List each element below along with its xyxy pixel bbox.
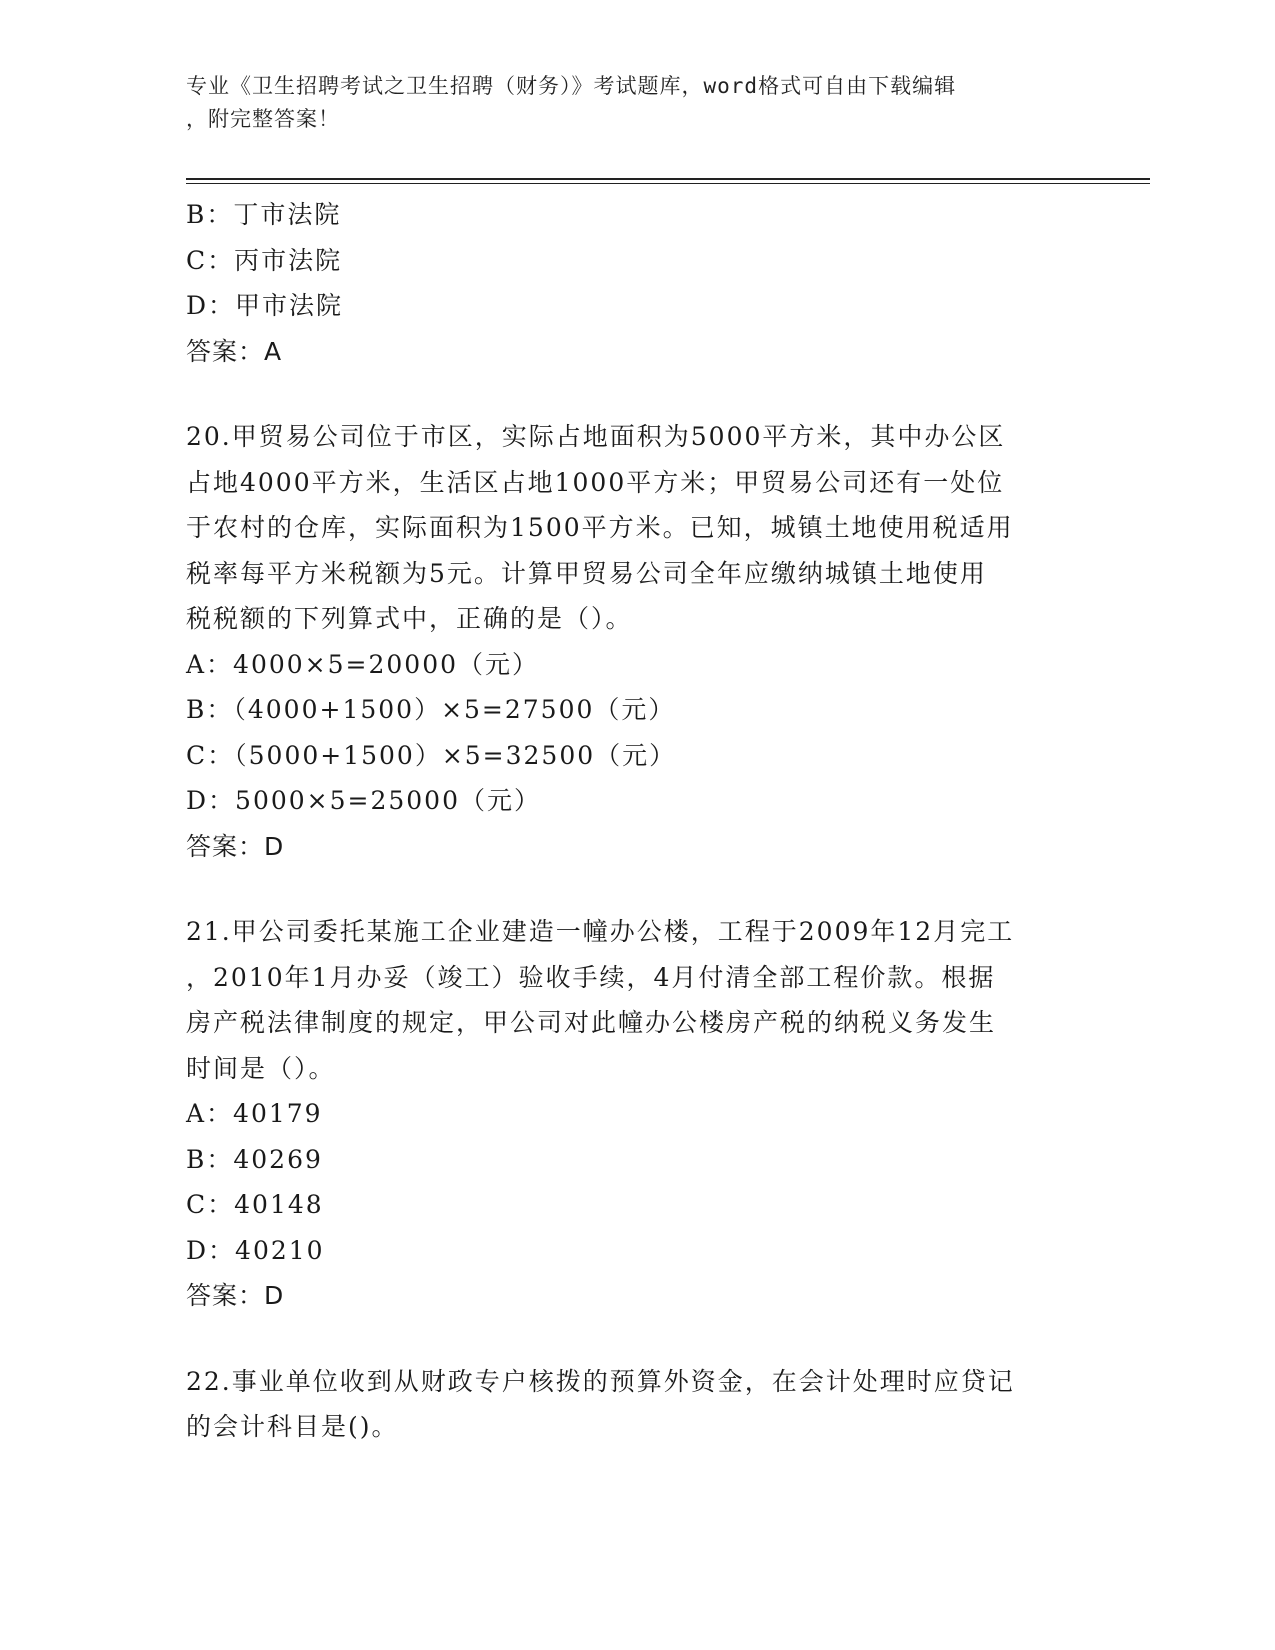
- header-rule-thick: [186, 178, 1150, 180]
- option-c: C：40148: [186, 1190, 324, 1219]
- question-20: [186, 414, 1086, 869]
- option-b: B：40269: [186, 1144, 323, 1174]
- question-stem-line: 的会计科目是()。: [186, 1412, 399, 1441]
- question-stem-line: 时间是（）。: [186, 1053, 336, 1083]
- question-stem-line: 占地4000平方米，生活区占地1000平方米；甲贸易公司还有一处位: [186, 467, 1005, 497]
- question-21: [186, 909, 1086, 1319]
- option-b: B：丁市法院: [186, 200, 342, 229]
- question-stem-line: 20.甲贸易公司位于市区，实际占地面积为5000平方米，其中办公区: [186, 422, 1006, 451]
- option-d: D：40210: [186, 1235, 325, 1265]
- header-line-2: ，附完整答案！: [186, 107, 340, 131]
- option-a: A：40179: [186, 1099, 323, 1128]
- answer: 答案：A: [186, 336, 283, 366]
- question-stem-line: 房产税法律制度的规定，甲公司对此幢办公楼房产税的纳税义务发生: [186, 1008, 997, 1037]
- option-d: D：甲市法院: [186, 291, 344, 320]
- question-22: [186, 1359, 1086, 1450]
- option-c: C：丙市法院: [186, 245, 343, 275]
- question-stem-line: ，2010年1月办妥（竣工）验收手续，4月付清全部工程价款。根据: [186, 962, 996, 992]
- answer: 答案：D: [186, 1281, 285, 1310]
- option-c: C：（5000+1500）×5=32500（元）: [186, 740, 677, 770]
- question-list: [186, 192, 1086, 1450]
- document-header: [186, 70, 1066, 136]
- question-stem-line: 税税额的下列算式中，正确的是（）。: [186, 604, 633, 633]
- answer: 答案：D: [186, 831, 285, 861]
- header-rule-thin: [186, 183, 1150, 184]
- question-stem-line: 21.甲公司委托某施工企业建造一幢办公楼，工程于2009年12月完工: [186, 917, 1015, 946]
- header-line-1: 专业《卫生招聘考试之卫生招聘（财务）》考试题库，word格式可自由下载编辑: [186, 74, 957, 98]
- option-d: D：5000×5=25000（元）: [186, 786, 541, 815]
- option-b: B：（4000+1500）×5=27500（元）: [186, 695, 676, 724]
- option-a: A：4000×5=20000（元）: [186, 649, 540, 679]
- question-stem-line: 于农村的仓库，实际面积为1500平方米。已知，城镇土地使用税适用: [186, 513, 1014, 542]
- question-19-tail: [186, 192, 1086, 374]
- question-stem-line: 22.事业单位收到从财政专户核拨的预算外资金，在会计处理时应贷记: [186, 1366, 1015, 1396]
- question-stem-line: 税率每平方米税额为5元。计算甲贸易公司全年应缴纳城镇土地使用: [186, 558, 987, 588]
